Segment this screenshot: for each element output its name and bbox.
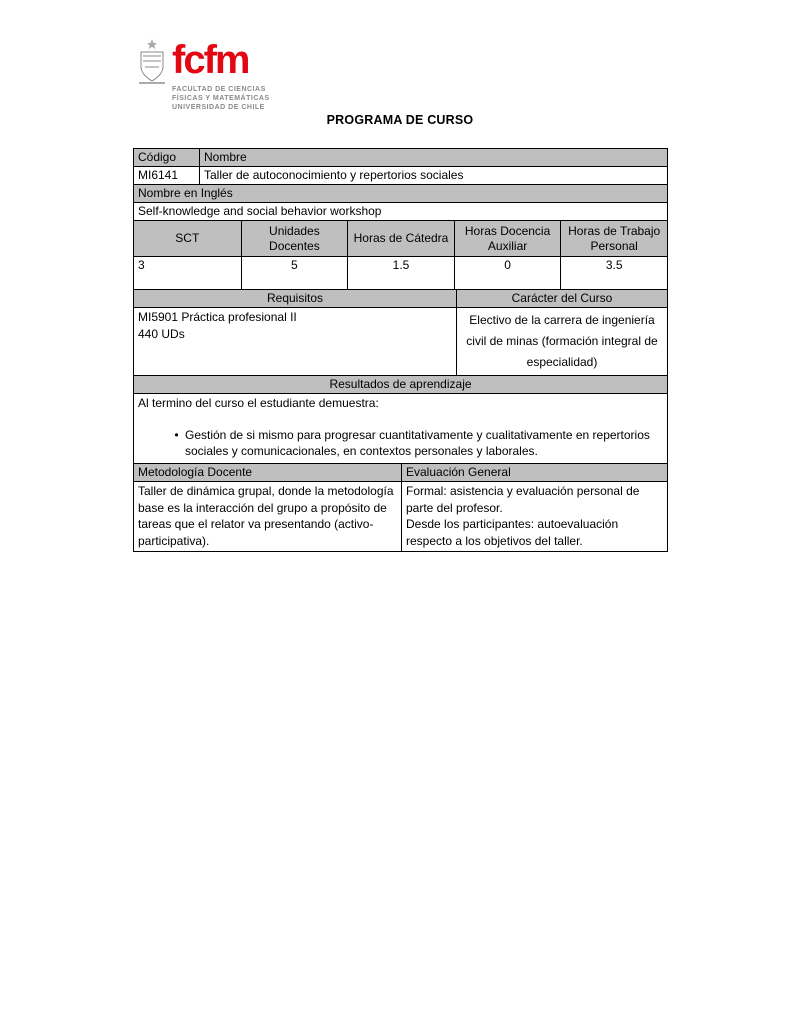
course-program-table	[133, 148, 668, 552]
metodologia-docente-value: Taller de dinámica grupal, donde la metodología base es la interacción del grupo a propósito de tareas que el relator va presentando (activo-participativa).	[138, 484, 394, 548]
caracter-curso-header: Carácter del Curso	[456, 290, 667, 307]
table-row	[134, 393, 667, 463]
requisito-line: 440 UDs	[138, 326, 185, 341]
table-row	[134, 375, 667, 393]
table-row	[134, 149, 667, 166]
evaluacion-line: Formal: asistencia y evaluación personal de parte del profesor.	[406, 484, 640, 515]
page-title: PROGRAMA DE CURSO	[326, 113, 474, 127]
resultados-intro: Al termino del curso el estudiante demuestra:	[138, 396, 379, 410]
unidades-docentes-value: 5	[241, 257, 348, 289]
faculty-line-2: FÍSICAS Y MATEMÁTICAS	[172, 95, 270, 103]
faculty-name	[172, 85, 270, 112]
table-row	[134, 289, 667, 307]
table-row	[134, 307, 667, 375]
faculty-line-3: UNIVERSIDAD DE CHILE	[172, 104, 265, 112]
table-row	[134, 202, 667, 220]
horas-catedra-value: 1.5	[347, 257, 454, 289]
table-row	[134, 463, 667, 481]
codigo-header: Código	[134, 149, 199, 166]
requisito-line: MI5901 Práctica profesional II	[138, 310, 297, 324]
resultados-aprendizaje-content	[134, 394, 667, 463]
requisitos-value	[134, 308, 456, 375]
list-item	[138, 427, 663, 460]
evaluacion-general-value	[401, 482, 667, 551]
evaluacion-line: Desde los participantes: autoevaluación respecto a los objetivos del taller.	[406, 517, 619, 548]
table-row	[134, 220, 667, 256]
caracter-curso-value: Electivo de la carrera de ingeniería civil de minas (formación integral de especialidad)	[456, 308, 667, 375]
sct-value: 3	[138, 258, 145, 272]
nombre-ingles-header: Nombre en Inglés	[134, 185, 667, 202]
university-crest-icon	[137, 38, 167, 88]
metodologia-docente-header: Metodología Docente	[134, 464, 401, 481]
requisitos-header: Requisitos	[134, 290, 456, 307]
evaluacion-general-header: Evaluación General	[401, 464, 667, 481]
bullet-icon: •	[174, 427, 179, 442]
table-row	[134, 481, 667, 551]
nombre-ingles-value: Self-knowledge and social behavior workshop	[138, 204, 382, 218]
table-row	[134, 256, 667, 289]
resultados-aprendizaje-header: Resultados de aprendizaje	[134, 376, 667, 393]
faculty-line-1: FACULTAD DE CIENCIAS	[172, 86, 266, 93]
codigo-value: MI6141	[138, 168, 179, 182]
fcfm-logo-text: fcfm	[172, 38, 249, 82]
table-row	[134, 184, 667, 202]
horas-trabajo-personal-value: 3.5	[560, 257, 667, 289]
university-logo	[137, 38, 270, 112]
bullet-text: Gestión de si mismo para progresar cuantitativamente y cualitativamente en repertorios sociales y comunicacionales, en contextos personales y laborales.	[185, 427, 650, 458]
unidades-docentes-header: Unidades Docentes	[241, 221, 348, 256]
horas-docencia-auxiliar-value: 0	[454, 257, 561, 289]
sct-header: SCT	[134, 221, 241, 256]
nombre-header: Nombre	[199, 149, 667, 166]
horas-docencia-auxiliar-header: Horas Docencia Auxiliar	[454, 221, 561, 256]
nombre-value: Taller de autoconocimiento y repertorios sociales	[199, 167, 667, 184]
horas-catedra-header: Horas de Cátedra	[347, 221, 454, 256]
table-row	[134, 166, 667, 184]
horas-trabajo-personal-header: Horas de Trabajo Personal	[560, 221, 667, 256]
